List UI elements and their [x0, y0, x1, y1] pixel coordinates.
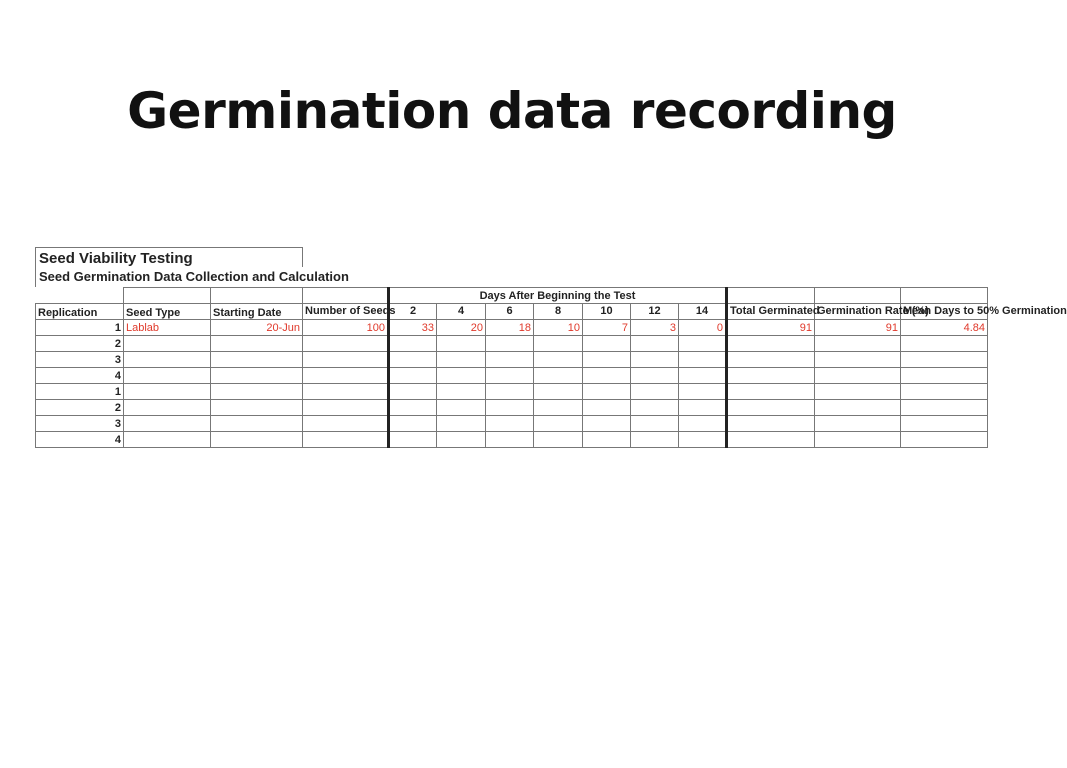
cell-day-count[interactable]: [534, 432, 583, 448]
table-body: [36, 320, 988, 448]
cell-mean-days[interactable]: [901, 384, 988, 400]
header-spacer: [901, 288, 988, 304]
cell-day-count[interactable]: [486, 336, 534, 352]
cell-day-count[interactable]: [437, 432, 486, 448]
cell-germination-rate[interactable]: [815, 336, 901, 352]
cell-day-count[interactable]: [631, 352, 679, 368]
cell-day-count[interactable]: [389, 368, 437, 384]
col-day: 14: [679, 304, 727, 320]
cell-germination-rate[interactable]: [815, 416, 901, 432]
cell-seed-type[interactable]: Lablab: [124, 320, 211, 336]
cell-day-count[interactable]: [583, 416, 631, 432]
cell-starting-date[interactable]: [211, 368, 303, 384]
col-day: 12: [631, 304, 679, 320]
cell-day-count[interactable]: [631, 384, 679, 400]
cell-mean-days[interactable]: 4.84: [901, 320, 988, 336]
cell-day-count[interactable]: [679, 432, 727, 448]
cell-starting-date[interactable]: [211, 384, 303, 400]
cell-total-germinated[interactable]: [727, 416, 815, 432]
cell-total-germinated[interactable]: [727, 336, 815, 352]
cell-number-of-seeds[interactable]: [303, 416, 389, 432]
cell-day-count[interactable]: [534, 384, 583, 400]
table-row: [36, 384, 988, 400]
cell-day-count[interactable]: [437, 384, 486, 400]
cell-day-count[interactable]: [679, 384, 727, 400]
cell-day-count[interactable]: [389, 336, 437, 352]
cell-day-count[interactable]: [437, 400, 486, 416]
cell-day-count[interactable]: [583, 352, 631, 368]
table-row: [36, 320, 988, 336]
col-starting-date: Starting Date: [211, 304, 303, 320]
cell-day-count[interactable]: [534, 368, 583, 384]
cell-number-of-seeds[interactable]: [303, 384, 389, 400]
cell-day-count[interactable]: [486, 432, 534, 448]
col-number-of-seeds: Number of Seeds: [303, 304, 389, 320]
cell-seed-type[interactable]: [124, 384, 211, 400]
col-day: 10: [583, 304, 631, 320]
column-header-row: [36, 304, 988, 320]
col-day: 8: [534, 304, 583, 320]
cell-day-count[interactable]: [631, 416, 679, 432]
cell-day-count[interactable]: [437, 336, 486, 352]
cell-starting-date[interactable]: [211, 416, 303, 432]
col-seed-type: Seed Type: [124, 304, 211, 320]
cell-day-count[interactable]: [486, 368, 534, 384]
days-header-row: [36, 288, 988, 304]
cell-day-count[interactable]: [679, 336, 727, 352]
cell-starting-date[interactable]: [211, 336, 303, 352]
cell-replication[interactable]: 2: [36, 336, 124, 352]
sheet-subtitle: Seed Germination Data Collection and Calculation: [35, 267, 987, 287]
table-row: [36, 400, 988, 416]
header-spacer: [124, 288, 211, 304]
col-day: 4: [437, 304, 486, 320]
cell-germination-rate[interactable]: [815, 368, 901, 384]
table-row: [36, 432, 988, 448]
cell-seed-type[interactable]: [124, 352, 211, 368]
cell-replication[interactable]: 4: [36, 432, 124, 448]
cell-day-count[interactable]: [486, 384, 534, 400]
table-row: [36, 352, 988, 368]
cell-day-count[interactable]: [679, 368, 727, 384]
cell-day-count[interactable]: [389, 432, 437, 448]
cell-day-count[interactable]: [631, 400, 679, 416]
cell-total-germinated[interactable]: 91: [727, 320, 815, 336]
table-row: [36, 368, 988, 384]
table-row: [36, 336, 988, 352]
cell-replication[interactable]: 3: [36, 416, 124, 432]
cell-seed-type[interactable]: [124, 336, 211, 352]
cell-day-count[interactable]: 7: [583, 320, 631, 336]
cell-total-germinated[interactable]: [727, 432, 815, 448]
col-mean-days: Mean Days to 50% Germination: [901, 304, 988, 320]
col-germination-rate: Germination Rate (%): [815, 304, 901, 320]
cell-day-count[interactable]: 0: [679, 320, 727, 336]
cell-germination-rate[interactable]: [815, 400, 901, 416]
cell-number-of-seeds[interactable]: 100: [303, 320, 389, 336]
col-replication: Replication: [36, 304, 124, 320]
cell-number-of-seeds[interactable]: [303, 336, 389, 352]
cell-mean-days[interactable]: [901, 400, 988, 416]
cell-germination-rate[interactable]: [815, 384, 901, 400]
cell-day-count[interactable]: 18: [486, 320, 534, 336]
cell-day-count[interactable]: [583, 336, 631, 352]
cell-day-count[interactable]: [583, 368, 631, 384]
cell-total-germinated[interactable]: [727, 384, 815, 400]
germination-table: [35, 287, 1067, 448]
col-day: 2: [389, 304, 437, 320]
cell-seed-type[interactable]: [124, 368, 211, 384]
cell-total-germinated[interactable]: [727, 352, 815, 368]
cell-replication[interactable]: 1: [36, 384, 124, 400]
cell-day-count[interactable]: [631, 432, 679, 448]
header-spacer: [727, 288, 815, 304]
cell-day-count[interactable]: [583, 400, 631, 416]
cell-seed-type[interactable]: [124, 432, 211, 448]
header-spacer: [303, 288, 389, 304]
cell-day-count[interactable]: 10: [534, 320, 583, 336]
table-row: [36, 416, 988, 432]
header-spacer: [36, 288, 124, 304]
cell-mean-days[interactable]: [901, 416, 988, 432]
cell-day-count[interactable]: [389, 384, 437, 400]
cell-day-count[interactable]: [631, 368, 679, 384]
cell-germination-rate[interactable]: [815, 432, 901, 448]
cell-day-count[interactable]: [583, 432, 631, 448]
cell-day-count[interactable]: [486, 400, 534, 416]
cell-mean-days[interactable]: [901, 368, 988, 384]
cell-day-count[interactable]: [486, 352, 534, 368]
cell-starting-date[interactable]: 20-Jun: [211, 320, 303, 336]
cell-day-count[interactable]: [389, 416, 437, 432]
cell-day-count[interactable]: [437, 352, 486, 368]
sheet-title: Seed Viability Testing: [35, 247, 303, 267]
cell-day-count[interactable]: 3: [631, 320, 679, 336]
cell-replication[interactable]: 3: [36, 352, 124, 368]
cell-germination-rate[interactable]: 91: [815, 320, 901, 336]
col-total-germinated: Total Germinated: [727, 304, 815, 320]
cell-seed-type[interactable]: [124, 416, 211, 432]
cell-day-count[interactable]: [486, 416, 534, 432]
header-spacer: [815, 288, 901, 304]
cell-day-count[interactable]: [679, 352, 727, 368]
cell-number-of-seeds[interactable]: [303, 368, 389, 384]
cell-mean-days[interactable]: [901, 336, 988, 352]
cell-total-germinated[interactable]: [727, 400, 815, 416]
cell-day-count[interactable]: [631, 336, 679, 352]
cell-total-germinated[interactable]: [727, 368, 815, 384]
cell-day-count[interactable]: [534, 400, 583, 416]
cell-germination-rate[interactable]: [815, 352, 901, 368]
cell-seed-type[interactable]: [124, 400, 211, 416]
days-header: Days After Beginning the Test: [389, 288, 727, 304]
cell-number-of-seeds[interactable]: [303, 432, 389, 448]
cell-starting-date[interactable]: [211, 432, 303, 448]
cell-day-count[interactable]: [679, 416, 727, 432]
col-day: 6: [486, 304, 534, 320]
cell-day-count[interactable]: [583, 384, 631, 400]
header-spacer: [211, 288, 303, 304]
cell-replication[interactable]: 1: [36, 320, 124, 336]
cell-replication[interactable]: 2: [36, 400, 124, 416]
cell-starting-date[interactable]: [211, 352, 303, 368]
spreadsheet: [35, 247, 1067, 448]
cell-starting-date[interactable]: [211, 400, 303, 416]
cell-replication[interactable]: 4: [36, 368, 124, 384]
cell-day-count[interactable]: [679, 400, 727, 416]
cell-day-count[interactable]: [437, 368, 486, 384]
cell-day-count[interactable]: 33: [389, 320, 437, 336]
cell-number-of-seeds[interactable]: [303, 352, 389, 368]
cell-day-count[interactable]: 20: [437, 320, 486, 336]
cell-mean-days[interactable]: [901, 352, 988, 368]
cell-mean-days[interactable]: [901, 432, 988, 448]
cell-day-count[interactable]: [534, 352, 583, 368]
cell-day-count[interactable]: [534, 416, 583, 432]
cell-day-count[interactable]: [389, 352, 437, 368]
cell-day-count[interactable]: [534, 336, 583, 352]
slide-title: Germination data recording: [127, 82, 897, 140]
cell-number-of-seeds[interactable]: [303, 400, 389, 416]
cell-day-count[interactable]: [437, 416, 486, 432]
cell-day-count[interactable]: [389, 400, 437, 416]
